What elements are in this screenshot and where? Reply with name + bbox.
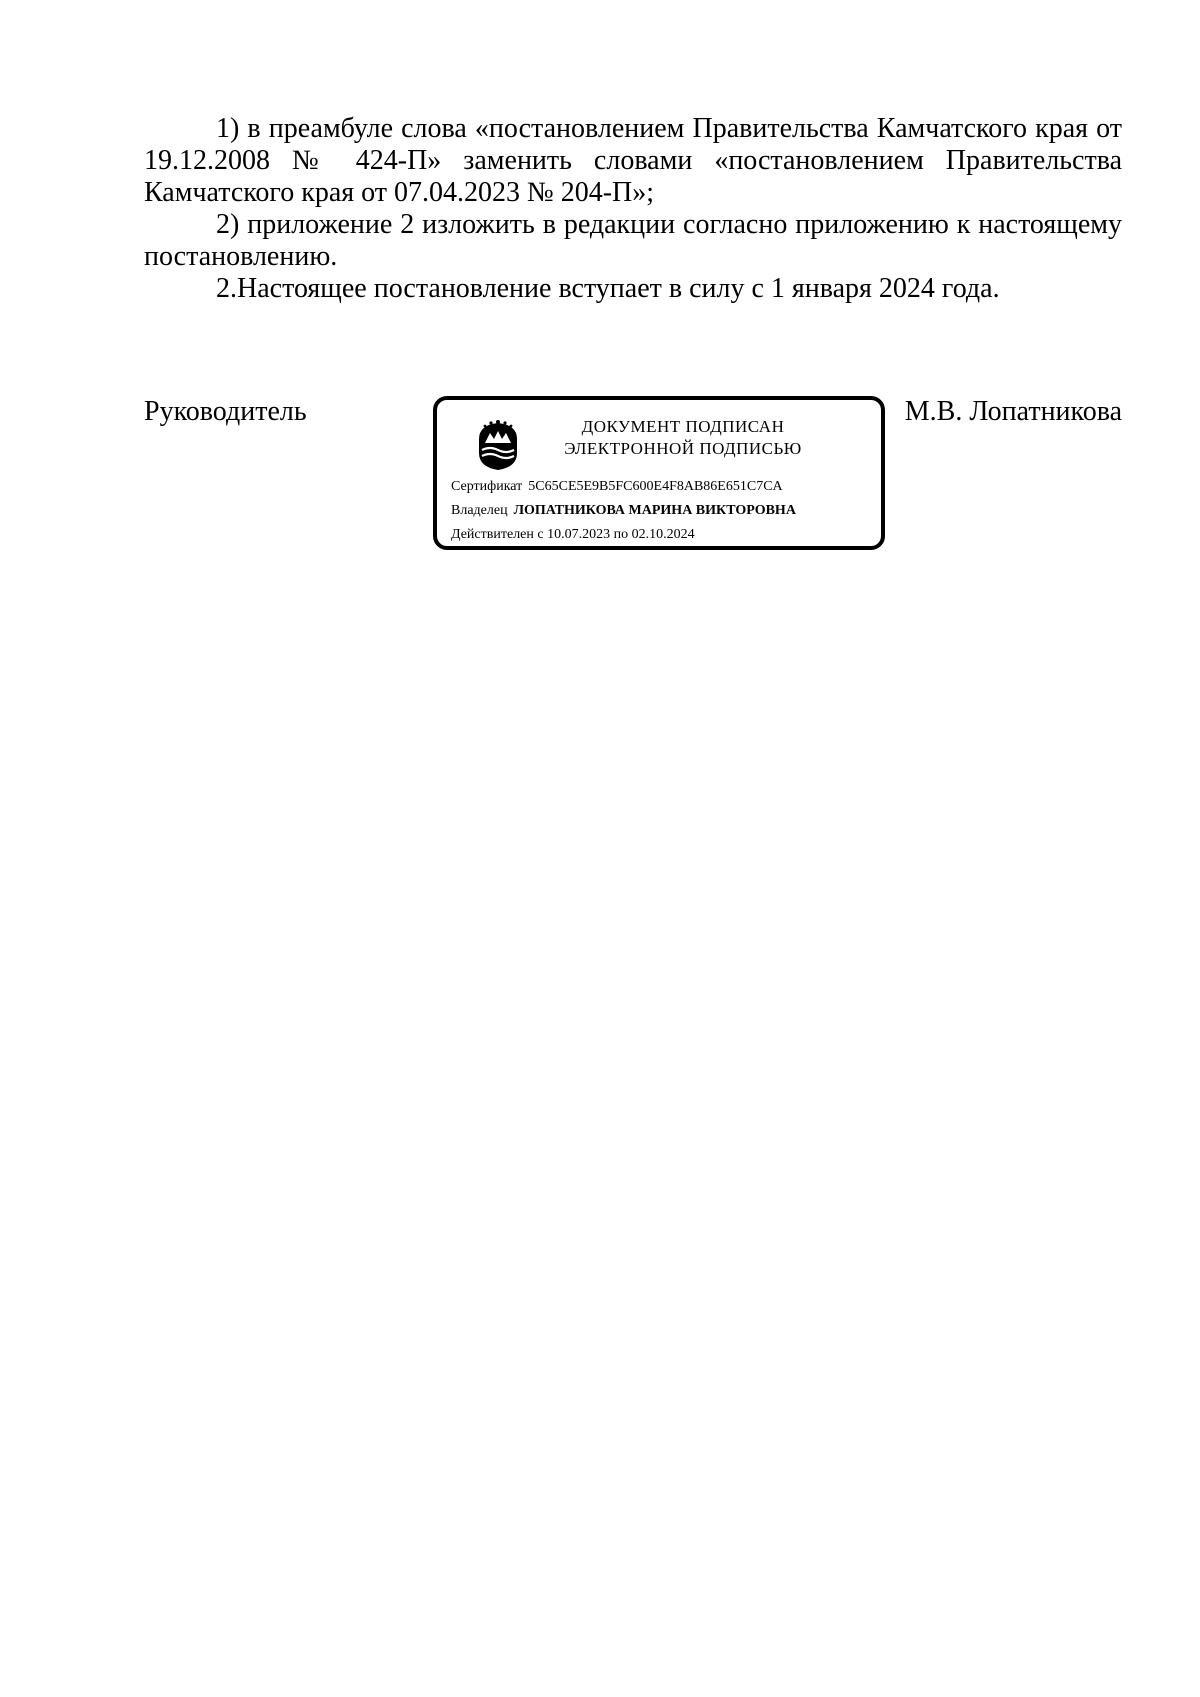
certificate-label: Сертификат [451, 479, 523, 494]
stamp-certificate-line [451, 478, 783, 496]
valid-to-date: 02.10.2024 [631, 527, 695, 542]
owner-value: ЛОПАТНИКОВА МАРИНА ВИКТОРОВНА [513, 503, 796, 518]
kamchatka-coat-of-arms-icon [473, 419, 523, 471]
certificate-value: 5C65CE5E9B5FC600E4F8AB86E651C7CA [528, 479, 783, 494]
stamp-validity-line [451, 526, 695, 544]
signatory-name: М.В. Лопатникова [904, 396, 1122, 427]
valid-from-date: 10.07.2023 [547, 527, 611, 542]
paragraph-appendix-amendment: 2) приложение 2 изложить в редакции согласно приложению к настоящему постановлению. [144, 209, 1122, 272]
stamp-title-line-2: ЭЛЕКТРОННОЙ ПОДПИСЬЮ [564, 439, 802, 458]
signature-block [144, 396, 1122, 566]
stamp-owner-line [451, 502, 796, 520]
valid-from-prefix: с [537, 527, 544, 542]
signatory-position: Руководитель [144, 396, 307, 427]
owner-label: Владелец [451, 503, 508, 518]
valid-to-prefix: по [613, 527, 629, 542]
stamp-title [533, 416, 833, 460]
paragraph-effective-date: 2.Настоящее постановление вступает в силу с 1 января 2024 года. [216, 273, 1000, 304]
stamp-title-line-1: ДОКУМЕНТ ПОДПИСАН [581, 417, 785, 436]
valid-label: Действителен [451, 527, 534, 542]
document-body [144, 113, 1122, 305]
electronic-signature-stamp [433, 396, 885, 550]
paragraph-preamble-amendment: 1) в преамбуле слова «постановлением Правительства Камчатского края от 19.12.2008 № 424-П» заменить словами «постановлением Правительства Камчатского края от 07.04.2023 № 204-П»; [144, 113, 1122, 208]
